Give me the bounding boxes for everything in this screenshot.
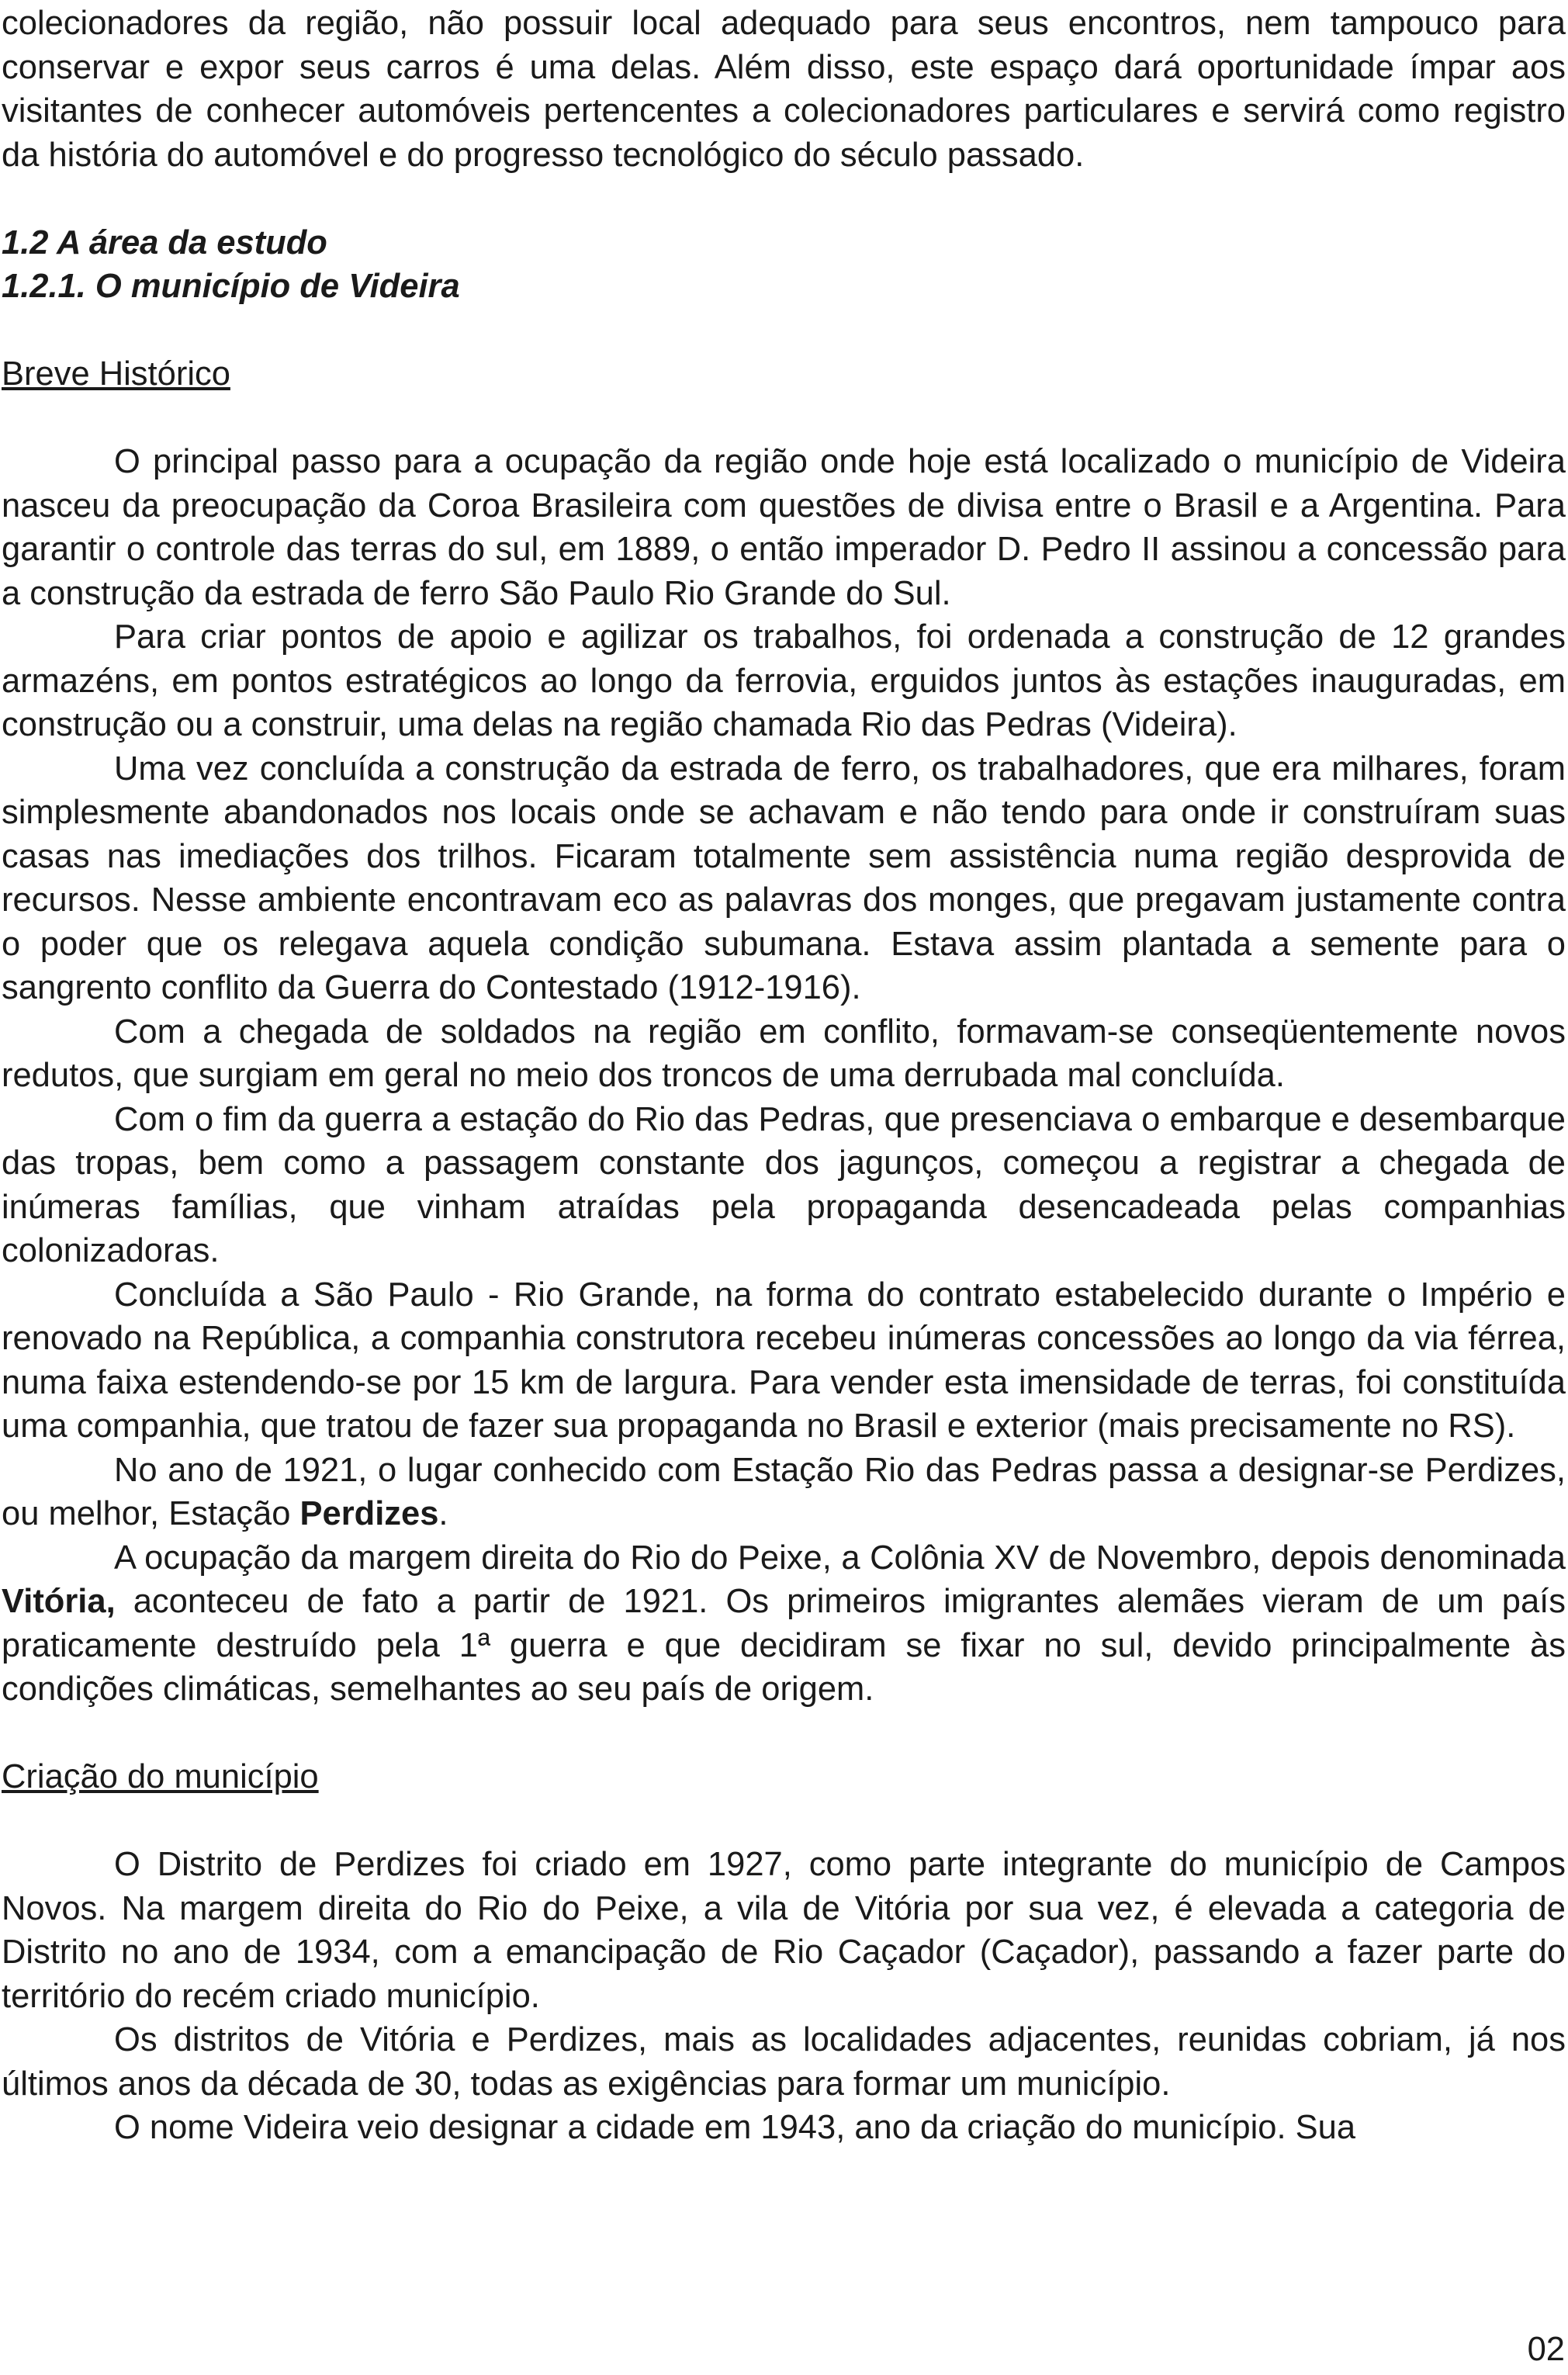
paragraph: Uma vez concluída a construção da estrada de ferro, os trabalhadores, que era milhares, foram simplesmente abandonados nos locais onde se achavam e não tendo para onde ir construíram suas casas nas imediações dos trilhos. Ficaram totalmente sem assistência numa região desprovida de recursos. Nesse ambiente encontravam eco as palavras dos monges, que pregavam justamente contra o poder que os relegava aquela condição subumana. Estava assim plantada a semente para o sangrento conflito da Guerra do Contestado (1912-1916). (2, 750, 1566, 1006)
paragraph: Com a chegada de soldados na região em conflito, formavam-se conseqüentemente novos redutos, que surgiam em geral no meio dos troncos de uma derrubada mal concluída. (2, 1013, 1566, 1094)
bold-term-vitoria: Vitória, (2, 1583, 116, 1620)
text-run: A ocupação da margem direita do Rio do Peixe, a Colônia XV de Novembro, depois denominada (114, 1539, 1566, 1577)
page-number: 02 (1527, 2331, 1565, 2368)
text-run: . (438, 1495, 448, 1532)
paragraph: O nome Videira veio designar a cidade em 1943, ano da criação do município. Sua (114, 2109, 1356, 2146)
paragraph: Concluída a São Paulo - Rio Grande, na forma do contrato estabelecido durante o Império e renovado na República, a companhia construtora recebeu inúmeras concessões ao longo da via férrea, numa faixa estendendo-se por 15 km de largura. Para vender esta imensidade de terras, foi constituída uma companhia, que tratou de fazer sua propaganda no Brasil e exterior (mais precisamente no RS). (2, 1276, 1566, 1445)
opening-paragraph: colecionadores da região, não possuir local adequado para seus encontros, nem tampouco para conservar e expor seus carros é uma delas. Além disso, este espaço dará oportunidade ímpar aos visitantes de conhecer automóveis pertencentes a colecionadores particulares e servirá como registro da história do automóvel e do progresso tecnológico do século passado. (2, 5, 1566, 174)
criacao-title: Criação do município (2, 1758, 319, 1795)
document-body (2, 2, 1566, 2150)
breve-historico-title: Breve Histórico (2, 355, 230, 393)
text-run: No ano de 1921, o lugar conhecido com Estação Rio das Pedras passa a designar-se Perdizes, ou melhor, Estação (2, 1451, 1566, 1532)
paragraph (2, 1536, 1566, 1712)
paragraph: O Distrito de Perdizes foi criado em 1927, como parte integrante do município de Campos Novos. Na margem direita do Rio do Peixe, a vila de Vitória por sua vez, é elevada a categoria de Distrito no ano de 1934, com a emancipação de Rio Caçador (Caçador), passando a fazer parte do território do recém criado município. (2, 1846, 1566, 2015)
paragraph: O principal passo para a ocupação da região onde hoje está localizado o município de Videira nasceu da preocupação da Coroa Brasileira com questões de divisa entre o Brasil e a Argentina. Para garantir o controle das terras do sul, em 1889, o então imperador D. Pedro II assinou a concessão para a construção da estrada de ferro São Paulo Rio Grande do Sul. (2, 443, 1566, 612)
spacer (2, 309, 1566, 353)
spacer (2, 1712, 1566, 1756)
spacer (2, 1799, 1566, 1844)
paragraph: Com o fim da guerra a estação do Rio das Pedras, que presenciava o embarque e desembarque das tropas, bem como a passagem constante dos jagunços, começou a registrar a chegada de inúmeras famílias, que vinham atraídas pela propaganda desencadeada pelas companhias colonizadoras. (2, 1100, 1566, 1269)
subsection-heading: 1.2.1. O município de Videira (2, 268, 460, 305)
text-run: aconteceu de fato a partir de 1921. Os primeiros imigrantes alemães vieram de um país praticamente destruído pela 1ª guerra e que decidiram se fixar no sul, devido principalmente às condições climáticas, semelhantes ao seu país de origem. (2, 1583, 1566, 1708)
bold-term-perdizes: Perdizes (299, 1495, 439, 1532)
paragraph: Para criar pontos de apoio e agilizar os trabalhos, foi ordenada a construção de 12 grandes armazéns, em pontos estratégicos ao longo da ferrovia, erguidos juntos às estações inauguradas, em construção ou a construir, uma delas na região chamada Rio das Pedras (Videira). (2, 618, 1566, 743)
spacer (2, 396, 1566, 441)
paragraph (2, 1449, 1566, 1536)
section-heading: 1.2 A área da estudo (2, 223, 327, 261)
paragraph: Os distritos de Vitória e Perdizes, mais as localidades adjacentes, reunidas cobriam, já nos últimos anos da década de 30, todas as exigências para formar um município. (2, 2021, 1566, 2103)
spacer (2, 177, 1566, 221)
